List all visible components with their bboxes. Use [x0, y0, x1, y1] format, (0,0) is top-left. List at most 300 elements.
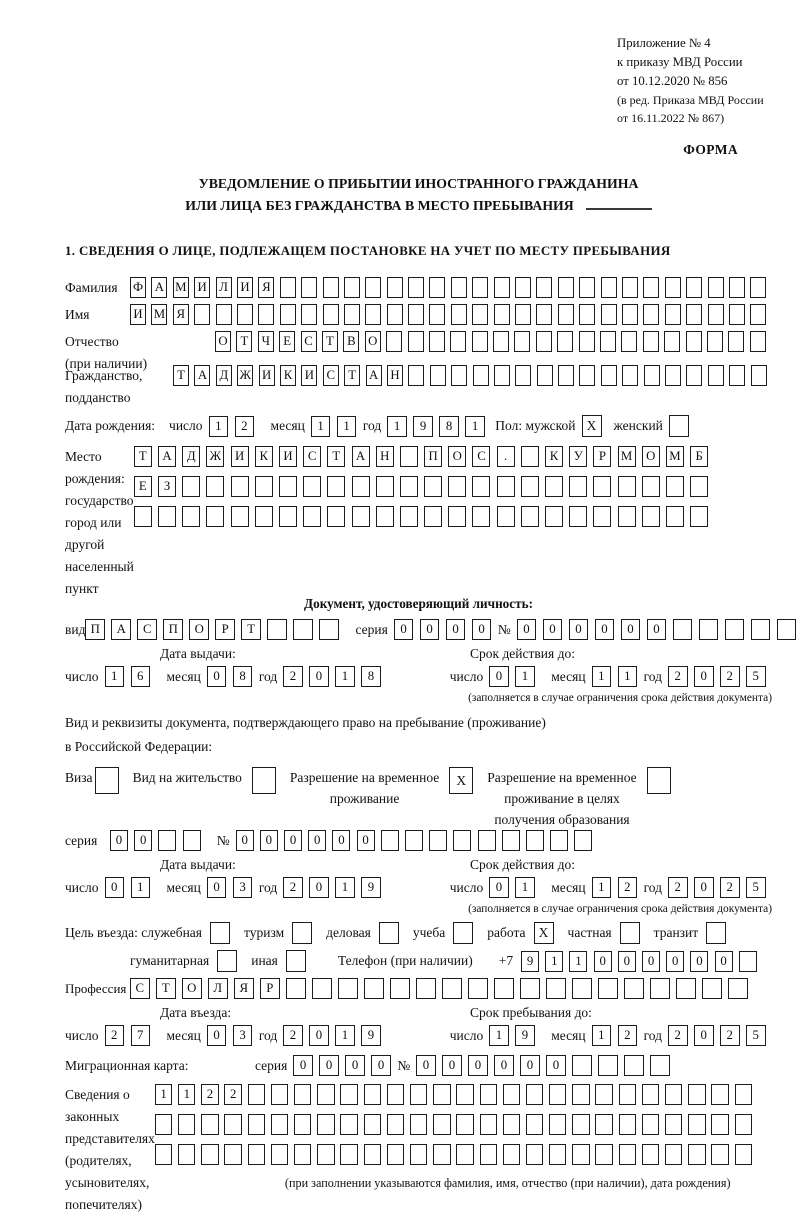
- char-box: [572, 978, 592, 999]
- permit-issue-year-boxes: [283, 877, 387, 898]
- purpose-business-checkbox: [379, 922, 399, 944]
- migration-card-label: Миграционная карта:: [65, 1057, 189, 1073]
- char-box: [424, 476, 442, 497]
- entry-day-boxes: [105, 1025, 157, 1046]
- purpose-other-checkbox: [286, 950, 306, 972]
- char-box: 2: [668, 1025, 688, 1046]
- char-box: [387, 1114, 404, 1135]
- birth-day-boxes: [209, 416, 261, 437]
- char-box: [493, 331, 509, 352]
- month-label: месяц: [551, 668, 586, 684]
- char-box: [442, 978, 462, 999]
- char-box: И: [231, 446, 249, 467]
- doc-series-boxes: [394, 619, 498, 640]
- char-box: [707, 331, 723, 352]
- char-box: 0: [468, 1055, 488, 1076]
- entry-purpose-official-label: Цель въезда: служебная: [65, 925, 202, 940]
- char-box: [676, 978, 696, 999]
- char-box: К: [280, 365, 296, 386]
- legal-rep-boxes-row3: [155, 1144, 758, 1165]
- birth-place-boxes-row2: [134, 476, 715, 497]
- char-box: 2: [283, 1025, 303, 1046]
- doc-valid-month-boxes: [592, 666, 644, 687]
- char-box: [579, 304, 595, 325]
- purpose-study-label: учеба: [412, 925, 446, 940]
- char-box: [690, 506, 708, 527]
- char-box: [312, 978, 332, 999]
- char-box: [688, 1114, 705, 1135]
- char-box: [450, 331, 466, 352]
- char-box: 1: [335, 877, 355, 898]
- char-box: [400, 506, 418, 527]
- char-box: Н: [376, 446, 394, 467]
- char-box: [182, 476, 200, 497]
- char-box: [601, 365, 617, 386]
- given-name-label: Имя: [65, 306, 90, 322]
- char-box: [593, 476, 611, 497]
- char-box: И: [237, 277, 253, 298]
- char-box: 0: [416, 1055, 436, 1076]
- char-box: 2: [618, 877, 638, 898]
- char-box: 0: [357, 830, 375, 851]
- char-box: И: [130, 304, 146, 325]
- doc-valid-day-boxes: [489, 666, 541, 687]
- month-label: месяц: [166, 668, 201, 684]
- char-box: [293, 619, 313, 640]
- char-box: [515, 277, 531, 298]
- legal-representatives-note: (при заполнении указываются фамилия, имя, отчество (при наличии), дата рождения): [284, 1176, 731, 1190]
- char-box: 9: [361, 1025, 381, 1046]
- year-label: год: [643, 879, 662, 895]
- char-box: 0: [517, 619, 537, 640]
- char-box: [319, 619, 339, 640]
- profession-label: Профессия: [65, 980, 127, 996]
- doc-issue-day-boxes: [105, 666, 157, 687]
- char-box: [267, 619, 287, 640]
- char-box: [387, 1144, 404, 1165]
- residence-permit-options-row: [65, 767, 772, 830]
- citizenship-boxes: [173, 365, 772, 386]
- char-box: [410, 1084, 427, 1105]
- char-box: [600, 331, 616, 352]
- char-box: [429, 331, 445, 352]
- char-box: 1: [465, 416, 485, 437]
- char-box: [622, 304, 638, 325]
- char-box: Н: [387, 365, 403, 386]
- char-box: О: [182, 978, 202, 999]
- year-label: год: [643, 668, 662, 684]
- char-box: [155, 1144, 172, 1165]
- char-box: [690, 476, 708, 497]
- char-box: [536, 304, 552, 325]
- char-box: [650, 1055, 670, 1076]
- char-box: 0: [319, 1055, 339, 1076]
- char-box: 0: [595, 619, 615, 640]
- purpose-phone-row: [65, 950, 772, 972]
- char-box: 0: [594, 951, 612, 972]
- permit-series-label: серия: [65, 832, 98, 848]
- char-box: [416, 978, 436, 999]
- char-box: [643, 277, 659, 298]
- char-box: [194, 304, 210, 325]
- char-box: [545, 476, 563, 497]
- char-box: [750, 277, 766, 298]
- migration-series-label: серия: [255, 1057, 288, 1073]
- char-box: [344, 277, 360, 298]
- year-label: год: [362, 418, 382, 433]
- char-box: 5: [746, 1025, 766, 1046]
- doc-valid-year-boxes: [668, 666, 772, 687]
- char-box: [601, 304, 617, 325]
- char-box: [155, 1114, 172, 1135]
- char-box: [323, 304, 339, 325]
- birth-date-label: Дата рождения:: [65, 418, 156, 433]
- char-box: [750, 331, 766, 352]
- month-label: месяц: [166, 1027, 201, 1043]
- char-box: [729, 277, 745, 298]
- char-box: 2: [668, 666, 688, 687]
- char-box: [751, 365, 767, 386]
- char-box: [729, 304, 745, 325]
- char-box: 3: [233, 877, 253, 898]
- char-box: [619, 1114, 636, 1135]
- char-box: [642, 506, 660, 527]
- phone-label: Телефон (при наличии): [337, 953, 473, 968]
- char-box: 0: [543, 619, 563, 640]
- char-box: Р: [260, 978, 280, 999]
- char-box: Е: [279, 331, 295, 352]
- migration-card-row: [65, 1055, 772, 1076]
- char-box: [725, 619, 745, 640]
- char-box: [433, 1084, 450, 1105]
- permit-valid-year-boxes: [668, 877, 772, 898]
- char-box: Б: [690, 446, 708, 467]
- form-title-line2: ИЛИ ЛИЦА БЕЗ ГРАЖДАНСТВА В МЕСТО ПРЕБЫВАНИЯ: [185, 198, 574, 213]
- surname-row: [65, 277, 772, 298]
- char-box: [279, 506, 297, 527]
- char-box: [352, 506, 370, 527]
- doc-validity-note: (заполняется в случае ограничения срока действия документа): [468, 692, 772, 704]
- char-box: [549, 1114, 566, 1135]
- char-box: Е: [134, 476, 152, 497]
- char-box: [699, 619, 719, 640]
- char-box: [526, 1114, 543, 1135]
- char-box: 0: [207, 666, 227, 687]
- char-box: [595, 1144, 612, 1165]
- char-box: [480, 1114, 497, 1135]
- char-box: [327, 476, 345, 497]
- char-box: П: [85, 619, 105, 640]
- purpose-humanitarian-label: гуманитарная: [130, 953, 210, 968]
- char-box: 0: [110, 830, 128, 851]
- char-box: [643, 331, 659, 352]
- char-box: О: [642, 446, 660, 467]
- char-box: [569, 476, 587, 497]
- day-label: число: [449, 1027, 484, 1043]
- char-box: [593, 506, 611, 527]
- char-box: К: [545, 446, 563, 467]
- char-box: 1: [209, 416, 229, 437]
- char-box: 0: [715, 951, 733, 972]
- char-box: 2: [105, 1025, 125, 1046]
- char-box: [558, 277, 574, 298]
- legal-representatives-boxes: [155, 1084, 772, 1191]
- char-box: И: [279, 446, 297, 467]
- char-box: [327, 506, 345, 527]
- doc-number-boxes: [517, 619, 800, 640]
- char-box: 0: [207, 1025, 227, 1046]
- char-box: .: [497, 446, 515, 467]
- purpose-private-label: частная: [567, 925, 612, 940]
- year-label: год: [258, 879, 278, 895]
- char-box: [231, 506, 249, 527]
- char-box: [642, 1144, 659, 1165]
- char-box: 0: [472, 619, 492, 640]
- char-box: [739, 951, 757, 972]
- char-box: [294, 1114, 311, 1135]
- section1-heading: 1. СВЕДЕНИЯ О ЛИЦЕ, ПОДЛЕЖАЩЕМ ПОСТАНОВКЕ НА УЧЕТ ПО МЕСТУ ПРЕБЫВАНИЯ: [65, 244, 671, 258]
- char-box: [526, 1084, 543, 1105]
- char-box: Т: [241, 619, 261, 640]
- char-box: [410, 1144, 427, 1165]
- char-box: 0: [345, 1055, 365, 1076]
- char-box: 0: [394, 619, 414, 640]
- char-box: [569, 506, 587, 527]
- char-box: [429, 304, 445, 325]
- char-box: [364, 1144, 381, 1165]
- char-box: [514, 331, 530, 352]
- entry-dates-row: [65, 1025, 772, 1046]
- temp-residence-label: Разрешение на временное проживание: [289, 770, 440, 806]
- char-box: [134, 506, 152, 527]
- purpose-business-label: деловая: [326, 925, 371, 940]
- char-box: М: [173, 277, 189, 298]
- birth-month-boxes: [311, 416, 363, 437]
- char-box: [453, 830, 471, 851]
- char-box: [303, 476, 321, 497]
- char-box: [520, 978, 540, 999]
- char-box: [619, 1084, 636, 1105]
- char-box: [376, 476, 394, 497]
- day-label: число: [65, 1027, 99, 1043]
- char-box: [665, 277, 681, 298]
- char-box: [271, 1084, 288, 1105]
- char-box: [735, 1084, 752, 1105]
- char-box: [688, 1084, 705, 1105]
- char-box: [642, 1084, 659, 1105]
- char-box: [644, 365, 660, 386]
- char-box: [472, 506, 490, 527]
- surname-label: Фамилия: [65, 279, 118, 295]
- char-box: [183, 830, 201, 851]
- char-box: 0: [642, 951, 660, 972]
- char-box: [688, 1144, 705, 1165]
- char-box: [708, 304, 724, 325]
- residence-doc-text-line1: Вид и реквизиты документа, подтверждающего право на пребывание (проживание): [65, 715, 546, 730]
- char-box: [579, 277, 595, 298]
- char-box: [390, 978, 410, 999]
- char-box: 1: [311, 416, 331, 437]
- char-box: [624, 1055, 644, 1076]
- char-box: [735, 1114, 752, 1135]
- given-name-row: [65, 304, 772, 325]
- char-box: 9: [515, 1025, 535, 1046]
- char-box: И: [259, 365, 275, 386]
- char-box: [480, 1084, 497, 1105]
- char-box: [216, 304, 232, 325]
- char-box: [248, 1084, 265, 1105]
- char-box: С: [130, 978, 150, 999]
- char-box: Т: [344, 365, 360, 386]
- entry-dates-headers: [65, 1005, 772, 1021]
- char-box: 0: [207, 877, 227, 898]
- char-box: [317, 1144, 334, 1165]
- patronymic-boxes: [215, 331, 771, 352]
- char-box: Р: [215, 619, 235, 640]
- purpose-tourism-label: туризм: [244, 925, 285, 940]
- char-box: 0: [309, 666, 329, 687]
- char-box: 0: [293, 1055, 313, 1076]
- char-box: [468, 978, 488, 999]
- char-box: [503, 1144, 520, 1165]
- char-box: 2: [283, 666, 303, 687]
- char-box: [558, 365, 574, 386]
- char-box: 2: [720, 1025, 740, 1046]
- char-box: 1: [592, 666, 612, 687]
- char-box: [686, 331, 702, 352]
- char-box: 0: [694, 1025, 714, 1046]
- char-box: [622, 365, 638, 386]
- char-box: [572, 1144, 589, 1165]
- char-box: [386, 331, 402, 352]
- phone-boxes: [521, 951, 763, 972]
- char-box: 0: [134, 830, 152, 851]
- char-box: [558, 304, 574, 325]
- citizenship-row: [65, 365, 772, 409]
- char-box: [472, 304, 488, 325]
- entry-month-boxes: [207, 1025, 259, 1046]
- char-box: [494, 277, 510, 298]
- purpose-work-checkbox: X: [534, 922, 554, 944]
- char-box: [526, 830, 544, 851]
- month-label: месяц: [270, 418, 305, 433]
- char-box: 0: [694, 666, 714, 687]
- purpose-official-checkbox: [210, 922, 230, 944]
- char-box: [515, 365, 531, 386]
- residence-doc-text-line2: в Российской Федерации:: [65, 739, 213, 754]
- char-box: 0: [442, 1055, 462, 1076]
- char-box: [206, 476, 224, 497]
- char-box: 2: [618, 1025, 638, 1046]
- birth-year-boxes: [387, 416, 491, 437]
- char-box: Ж: [237, 365, 253, 386]
- char-box: [665, 1144, 682, 1165]
- identity-doc-heading: Документ, удостоверяющий личность:: [304, 596, 533, 611]
- patronymic-label: Отчество (при наличии): [65, 334, 148, 371]
- char-box: [537, 365, 553, 386]
- char-box: А: [352, 446, 370, 467]
- char-box: [255, 506, 273, 527]
- char-box: [711, 1114, 728, 1135]
- char-box: [201, 1144, 218, 1165]
- char-box: [410, 1114, 427, 1135]
- char-box: [286, 978, 306, 999]
- char-box: 6: [131, 666, 151, 687]
- char-box: Т: [134, 446, 152, 467]
- surname-boxes: [130, 277, 772, 298]
- char-box: [572, 1084, 589, 1105]
- char-box: М: [151, 304, 167, 325]
- char-box: [303, 506, 321, 527]
- char-box: 5: [746, 877, 766, 898]
- char-box: О: [215, 331, 231, 352]
- char-box: И: [301, 365, 317, 386]
- char-box: [665, 365, 681, 386]
- char-box: [271, 1114, 288, 1135]
- profession-row: [65, 978, 772, 999]
- permit-valid-until-header: Срок действия до:: [470, 857, 575, 872]
- given-name-boxes: [130, 304, 772, 325]
- char-box: [451, 277, 467, 298]
- legal-rep-boxes-row2: [155, 1114, 758, 1135]
- char-box: А: [194, 365, 210, 386]
- char-box: А: [111, 619, 131, 640]
- char-box: 0: [371, 1055, 391, 1076]
- char-box: 1: [489, 1025, 509, 1046]
- year-label: год: [258, 1027, 278, 1043]
- legal-rep-boxes-row1: [155, 1084, 758, 1105]
- doc-dates-headers: [65, 646, 772, 662]
- char-box: [549, 1084, 566, 1105]
- char-box: [387, 1084, 404, 1105]
- char-box: [777, 619, 797, 640]
- doc-type-label: вид: [65, 621, 86, 637]
- char-box: [429, 830, 447, 851]
- char-box: [711, 1144, 728, 1165]
- phone-prefix: +7: [498, 953, 514, 968]
- char-box: 2: [201, 1084, 218, 1105]
- char-box: [502, 830, 520, 851]
- char-box: [750, 304, 766, 325]
- reference-line: от 10.12.2020 № 856: [617, 74, 728, 88]
- char-box: О: [448, 446, 466, 467]
- char-box: [595, 1084, 612, 1105]
- char-box: [473, 365, 489, 386]
- char-box: [178, 1144, 195, 1165]
- char-box: [381, 830, 399, 851]
- char-box: 0: [647, 619, 667, 640]
- char-box: С: [303, 446, 321, 467]
- doc-series-label: серия: [355, 621, 388, 637]
- char-box: 8: [439, 416, 459, 437]
- char-box: Р: [593, 446, 611, 467]
- char-box: [708, 365, 724, 386]
- char-box: С: [472, 446, 490, 467]
- char-box: Т: [327, 446, 345, 467]
- char-box: [494, 304, 510, 325]
- char-box: Ч: [258, 331, 274, 352]
- char-box: [424, 506, 442, 527]
- char-box: Т: [156, 978, 176, 999]
- char-box: [301, 304, 317, 325]
- doc-number-sign: №: [497, 621, 511, 637]
- char-box: Л: [208, 978, 228, 999]
- char-box: [317, 1114, 334, 1135]
- char-box: [624, 978, 644, 999]
- char-box: 0: [690, 951, 708, 972]
- char-box: [521, 506, 539, 527]
- purpose-tourism-checkbox: [292, 922, 312, 944]
